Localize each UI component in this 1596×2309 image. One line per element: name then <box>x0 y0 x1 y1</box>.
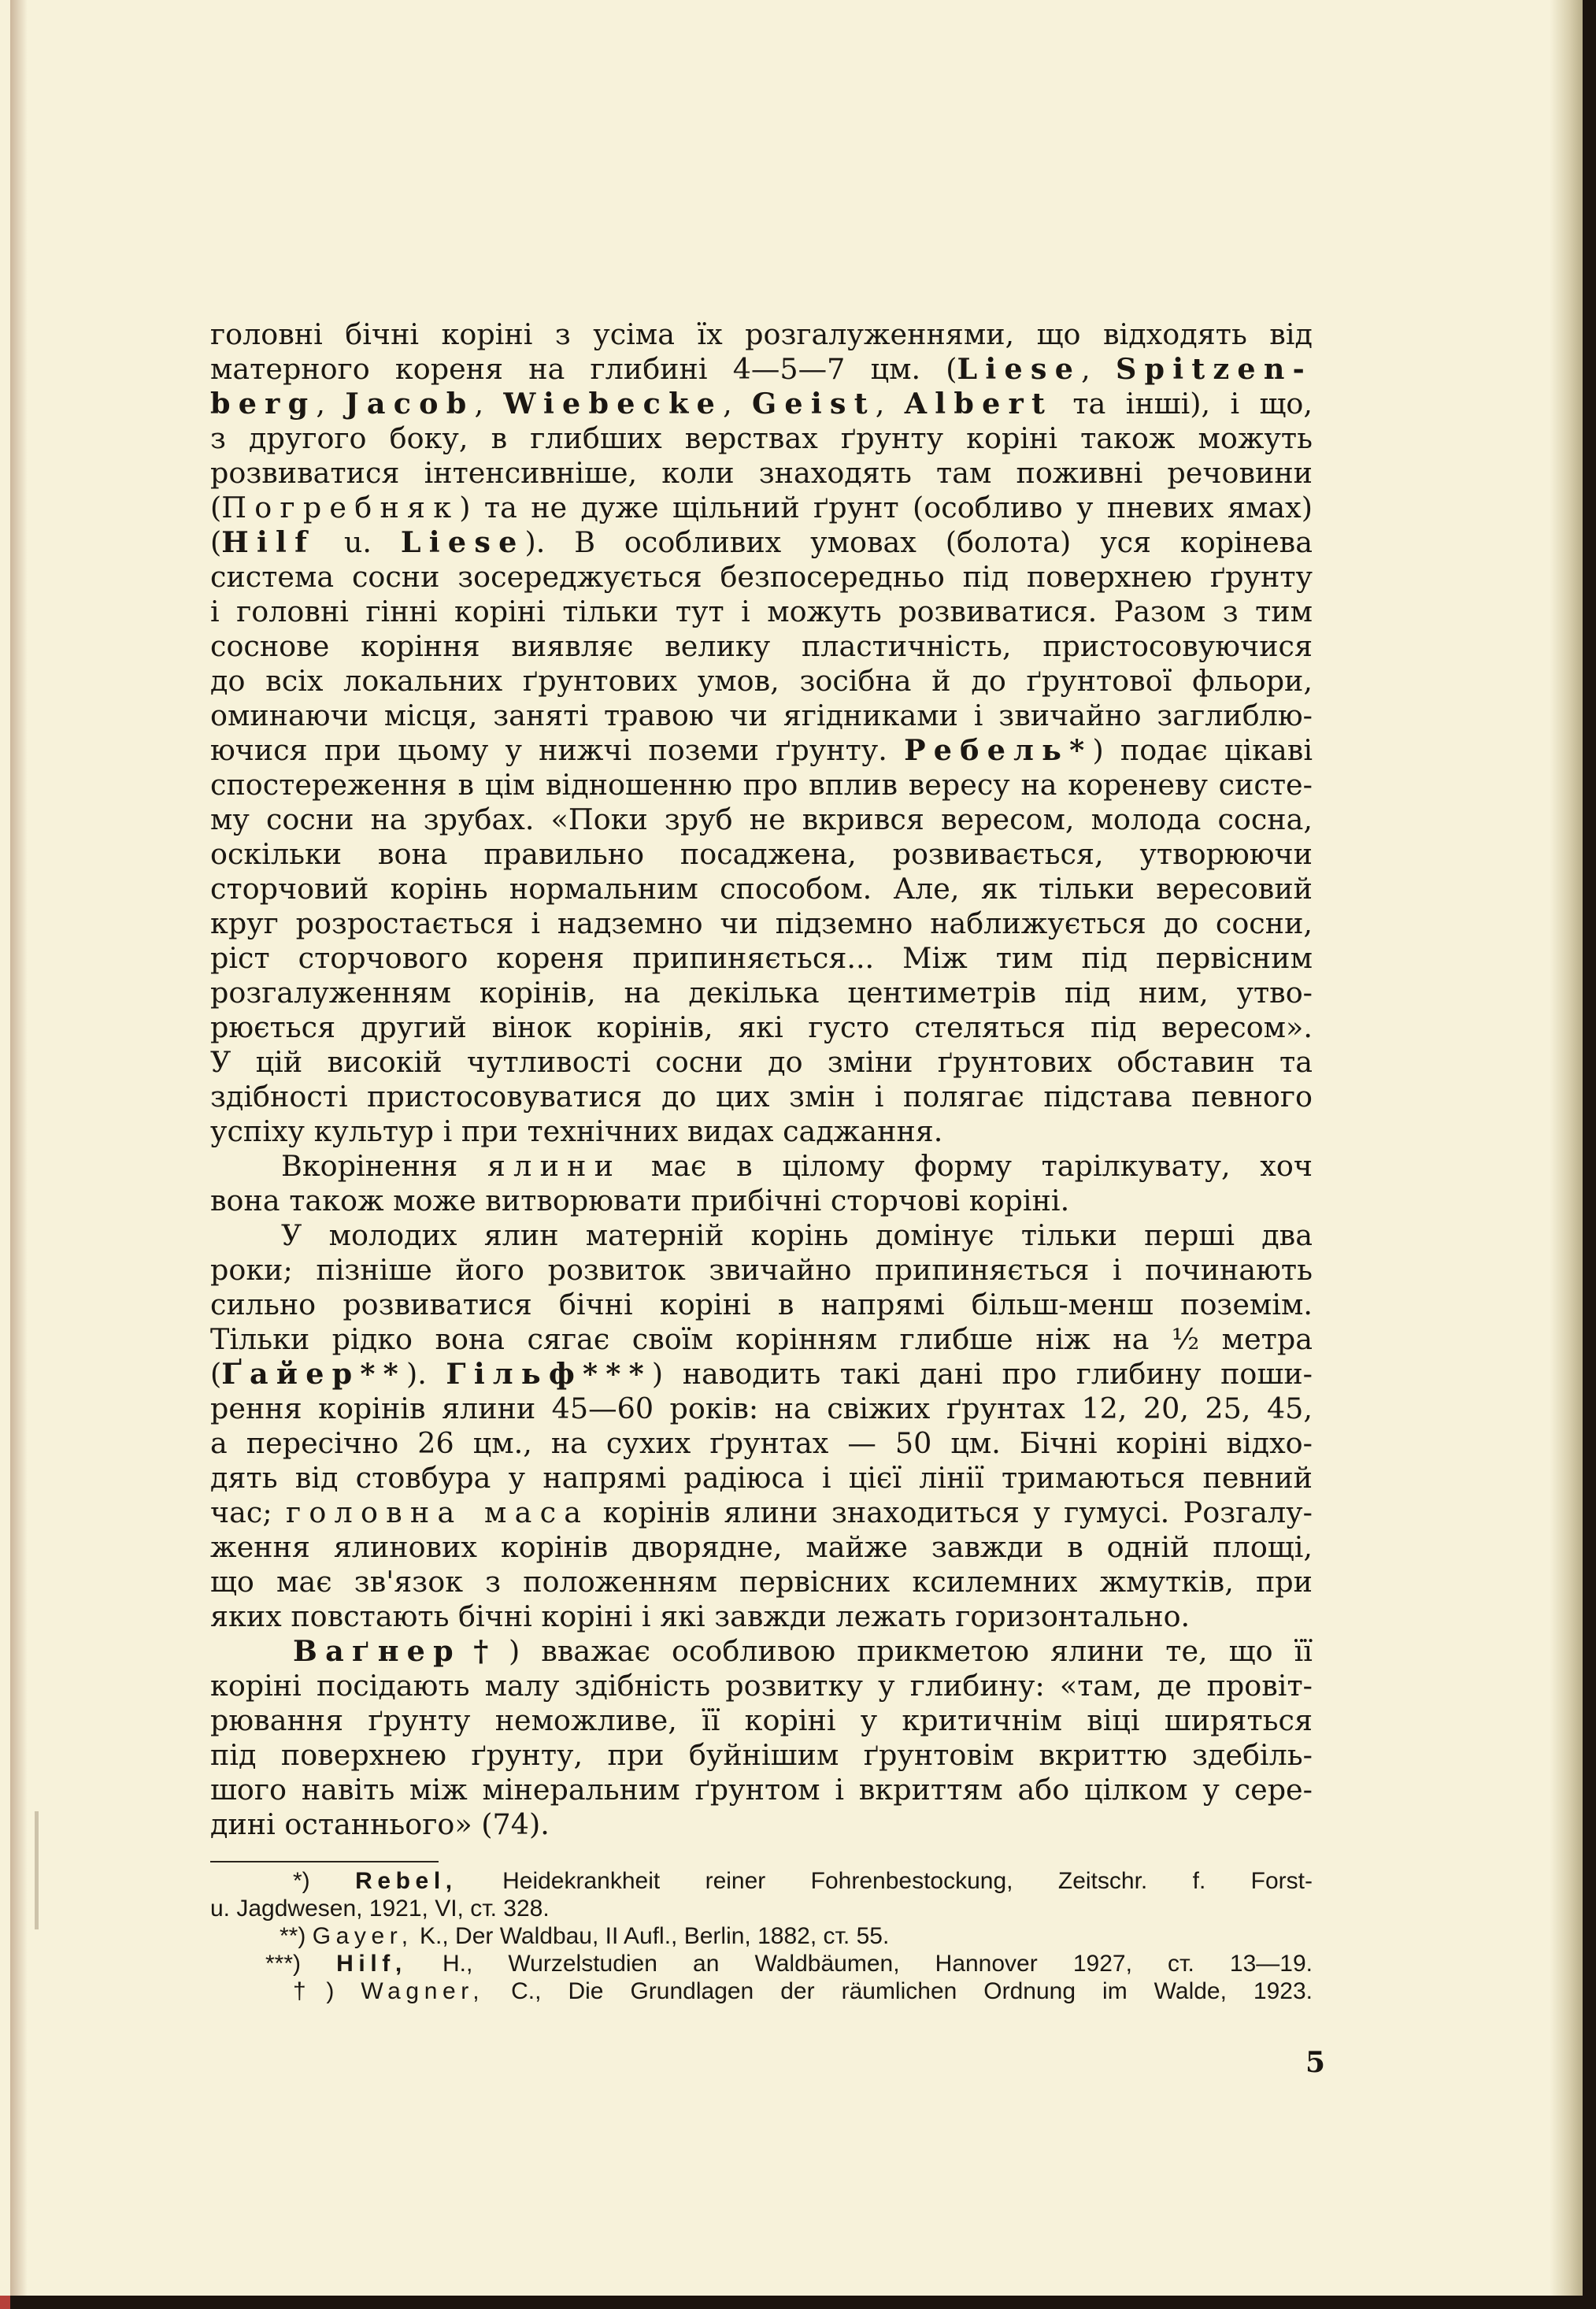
text-line: Ваґнер†) вважає особливою прикметою ялини те, що її <box>293 1634 1313 1668</box>
text-line: шого навіть між мінеральним ґрунтом і вкриттям або цілком у сере- <box>210 1773 1313 1807</box>
text-line: Вкорінення ялини має в цілому форму тарілкувату, хоч <box>281 1149 1313 1183</box>
text-line: яких повстають бічні коріні і які завжди лежать горизонтально. <box>210 1599 1191 1633</box>
page-shade <box>10 0 28 2296</box>
text-line: час; головна маса корінів ялини знаходиться у гумусі. Розгалу- <box>210 1495 1313 1529</box>
text-line: оскільки вона правильно посаджена, розвивається, утворюючи <box>210 837 1313 871</box>
text-line: сторчовий корінь нормальним способом. Але, як тільки вересовий <box>210 872 1313 906</box>
text-line: матерного кореня на глибині 4—5—7 цм. (Liese, Spitzen- <box>210 352 1313 386</box>
text-line: вона також може витворювати прибічні сторчові коріні. <box>210 1184 1070 1218</box>
footnote: ***) Hilf, H., Wurzelstudien an Waldbäumen, Hannover 1927, ст. 13—19. <box>265 1951 1313 1977</box>
text-line: ючися при цьому у нижчі поземи ґрунту. Ребель*) подає цікаві <box>210 733 1313 767</box>
text-line: рювання ґрунту неможливе, її коріні у критичнім віці ширяться <box>210 1703 1313 1737</box>
text-line: система сосни зосереджується безпосередньо під поверхнею ґрунту <box>210 560 1313 594</box>
text-line: (Погребняк) та не дуже щільний ґрунт (особливо у пневих ямах) <box>210 491 1313 524</box>
text-line: дині останнього» (74). <box>210 1807 550 1841</box>
text-line: до всіх локальних ґрунтових умов, зосібна й до ґрунтової фльори, <box>210 664 1313 698</box>
text-line: У цій високій чутливості сосни до зміни ґрунтових обставин та <box>210 1045 1313 1079</box>
page-edge-right <box>1550 0 1583 2296</box>
text-line: ження ялинових корінів дворядне, майже завжди в одній площі, <box>210 1530 1313 1564</box>
text-line: рюється другий вінок корінів, які густо стеляться під вересом». <box>210 1010 1313 1044</box>
text-line: роки; пізніше його розвиток звичайно припиняється і починають <box>210 1253 1313 1287</box>
text-line: з другого боку, в глибших верствах ґрунту коріні також можуть <box>210 421 1313 455</box>
text-line: му сосни на зрубах. «Поки зруб не вкрився вересом, молода сосна, <box>210 802 1313 836</box>
footnote: **) Gayer, K., Der Waldbau, II Aufl., Berlin, 1882, ст. 55. <box>280 1923 890 1949</box>
footnote: u. Jagdwesen, 1921, VI, ст. 328. <box>210 1896 550 1922</box>
text-line: здібності пристосовуватися до цих змін і полягає підстава певного <box>210 1080 1313 1114</box>
text-line: рення корінів ялини 45—60 років: на свіжих ґрунтах 12, 20, 25, 45, <box>210 1392 1313 1425</box>
text-line: berg, Jacob, Wiebecke, Geist, Albert та інші), і що, <box>210 387 1313 421</box>
gutter-mark <box>35 1811 39 1929</box>
footnote: *) Rebel, Heidekrankheit reiner Fohrenbestockung, Zeitschr. f. Forst- <box>293 1868 1313 1894</box>
text-line: сильно розвиватися бічні коріні в напрямі більш-менш поземім. <box>210 1288 1313 1321</box>
text-line: і головні гінні коріні тільки тут і можуть розвиватися. Разом з тим <box>210 595 1313 628</box>
text-line: (Hilf u. Liese). В особливих умовах (болота) уся корінева <box>210 525 1313 559</box>
text-line: успіху культур і при технічних видах саджання. <box>210 1114 943 1148</box>
footnote-rule <box>210 1861 439 1862</box>
text-line: соснове коріння виявляє велику пластичність, пристосовуючися <box>210 629 1313 663</box>
text-line: ріст сторчового кореня припиняється... Між тим під первісним <box>210 941 1313 975</box>
text-line: Тільки рідко вона сягає своїм корінням глибше ніж на ½ метра <box>210 1322 1313 1356</box>
text-line: а пересічно 26 цм., на сухих ґрунтах — 50 цм. Бічні коріні відхо- <box>210 1426 1313 1460</box>
text-line: оминаючи місця, заняті травою чи ягідниками і звичайно заглиблю- <box>210 699 1313 732</box>
text-line: що має зв'язок з положенням первісних ксилемних жмутків, при <box>210 1565 1313 1599</box>
text-line: У молодих ялин матерній корінь домінує тільки перші два <box>281 1218 1313 1252</box>
text-line: круг розростається і надземно чи підземно наближується до сосни, <box>210 906 1313 940</box>
text-line: спостереження в цім відношенню про вплив вересу на кореневу систе- <box>210 768 1313 802</box>
text-line: дять від стовбура у напрямі радіюса і цієї лінії тримаються певний <box>210 1461 1313 1495</box>
page-number: 5 <box>1305 2046 1326 2079</box>
text-line: під поверхнею ґрунту, при буйнішим ґрунтовім вкриттю здебіль- <box>210 1738 1313 1772</box>
text-line: головні бічні корінi з усіма їх розгалуженнями, що відходять від <box>210 317 1313 351</box>
text-line: (Ґайер**). Гільф***) наводить такі дані про глибину поши- <box>210 1357 1313 1391</box>
text-line: коріні посідають малу здібність розвитку у глибину: «там, де провіт- <box>210 1669 1313 1703</box>
text-line: розгалуженням корінів, на декілька центиметрів під ним, утво- <box>210 976 1313 1010</box>
footnote: †) Wagner, C., Die Grundlagen der räumlichen Ordnung im Walde, 1923. <box>293 1978 1313 2004</box>
text-line: розвиватися інтенсивніше, коли знаходять там поживні речовини <box>210 456 1313 490</box>
